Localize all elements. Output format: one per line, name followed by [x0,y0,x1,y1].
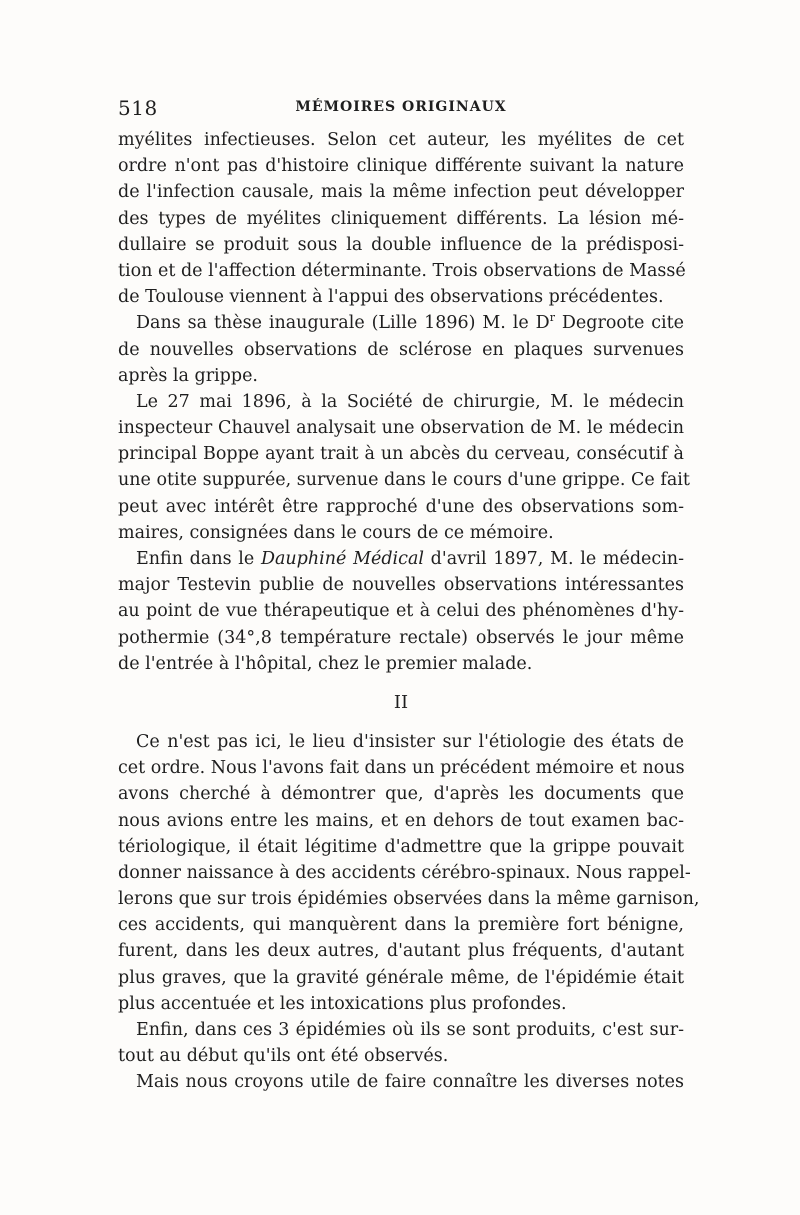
text-line: myélites infectieuses. Selon cet auteur, les myélites de cet [118,130,684,150]
text-line: de nouvelles observations de sclérose en plaques survenues [118,339,684,360]
text-line: Enfin, dans ces 3 épidémies où ils se sont produits, c'est sur- [136,1020,684,1040]
text-line: tout au début qu'ils ont été observés. [118,1046,449,1067]
text-line: furent, dans les deux autres, d'autant plus fréquents, d'autant [118,941,684,962]
text-line: pothermie (34°,8 température rectale) observés le jour même [118,627,684,648]
paragraph-dauphine-medical [118,546,684,677]
page-header [118,96,684,122]
text-line [118,310,684,336]
text-line: de Toulouse viennent à l'appui des observations précédentes. [118,287,664,308]
text-line: tion et de l'affection déterminante. Trois observations de Massé [118,260,686,281]
journal-title: Dauphiné Médical [260,549,424,569]
section-numeral: II [393,691,409,713]
paragraph-societe-chirurgie [118,389,690,546]
text-line: de l'entrée à l'hôpital, chez le premier malade. [118,653,533,674]
paragraph-myelites [118,127,684,310]
text-line: lerons que sur trois épidémies observées dans la même garnison, [118,889,700,910]
text-line: peut avec intérêt être rapproché d'une des observations som- [118,496,684,517]
text-line: maires, consignées dans le cours de ce mémoire. [118,522,554,543]
text-line: Mais nous croyons utile de faire connaître les diverses notes [136,1072,684,1093]
text-line [118,546,684,572]
text-line: major Testevin publie de nouvelles observations intéressantes [118,575,684,596]
running-head: MÉMOIRES ORIGINAUX [295,99,507,115]
page-number: 518 [118,96,158,120]
text-line: cet ordre. Nous l'avons fait dans un précédent mémoire et nous [118,758,685,779]
text-line: tériologique, il était légitime d'admettre que la grippe pouvait [118,836,684,857]
text-segment: d'avril 1897, M. le médecin- [423,549,684,569]
paragraph-diverses-notes [118,1069,684,1095]
text-line: plus accentuée et les intoxications plus profondes. [118,993,567,1014]
text-line: donner naissance à des accidents cérébro-spinaux. Nous rappel- [118,862,691,883]
text-line: principal Boppe ayant trait à un abcès du cerveau, consécutif à [118,444,684,465]
paragraph-these-inaugurale [118,310,684,389]
text-line: une otite suppurée, survenue dans le cours d'une grippe. Ce fait [118,470,690,491]
text-line: après la grippe. [118,365,258,386]
text-line: plus graves, que la gravité générale même, de l'épidémie était [118,967,684,988]
text-line: de l'infection causale, mais la même infection peut développer [118,182,684,203]
paragraph-etiologie [118,729,700,1017]
text-line: ordre n'ont pas d'histoire clinique différente suivant la nature [118,156,684,177]
section-heading [118,677,684,729]
text-line: dullaire se produit sous la double influence de la prédisposi- [118,234,684,255]
text-line: Le 27 mai 1896, à la Société de chirurgie, M. le médecin [136,391,684,412]
paragraph-epidemies [118,1017,684,1069]
text-line: ces accidents, qui manquèrent dans la première fort bénigne, [118,915,684,936]
body-text [118,127,700,1096]
superscript: r [549,311,555,325]
text-line: nous avions entre les mains, et en dehors de tout examen bac- [118,810,684,831]
text-line: des types de myélites cliniquement différents. La lésion mé- [118,208,684,229]
text-segment: Enfin dans le [136,549,261,569]
text-line: Ce n'est pas ici, le lieu d'insister sur l'étiologie des états de [136,731,684,752]
text-line: au point de vue thérapeutique et à celui des phénomènes d'hy- [118,601,684,622]
text-segment: Degroote cite [554,313,685,334]
text-line: avons cherché à démontrer que, d'après les documents que [118,784,684,805]
text-line: inspecteur Chauvel analysait une observation de M. le médecin [118,418,684,439]
text-segment: Dans sa thèse inaugurale (Lille 1896) M. le D [136,313,550,334]
